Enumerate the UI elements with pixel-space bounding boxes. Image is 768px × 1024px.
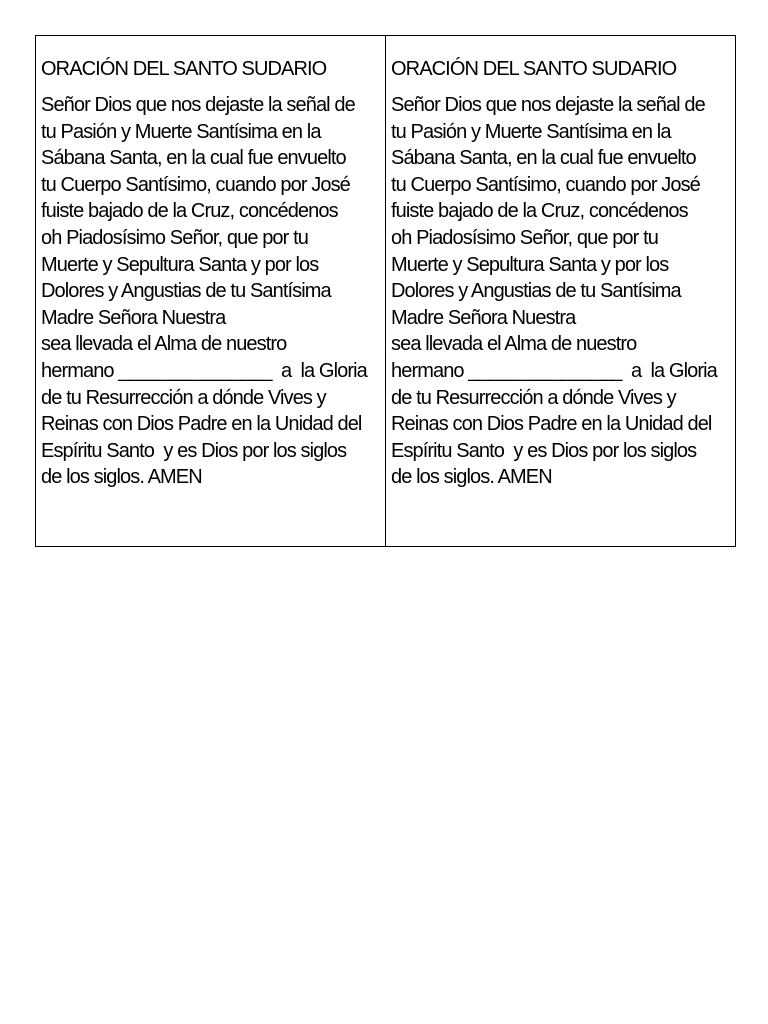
- prayer-line: sea llevada el Alma de nuestro: [41, 333, 287, 356]
- prayer-line-name-blank: hermano _______________ a la Gloria: [41, 359, 367, 382]
- prayer-line: fuiste bajado de la Cruz, concédenos: [41, 200, 338, 223]
- prayer-line: Espíritu Santo y es Dios por los siglos: [391, 439, 697, 462]
- prayer-line: Madre Señora Nuestra: [41, 306, 226, 329]
- prayer-title: ORACIÓN DEL SANTO SUDARIO: [391, 58, 677, 80]
- prayer-line: Dolores y Angustias de tu Santísima: [391, 280, 681, 303]
- prayer-card-left: [36, 36, 385, 546]
- prayer-line: sea llevada el Alma de nuestro: [391, 333, 637, 356]
- prayer-line-amen: de los siglos. AMEN: [391, 466, 552, 489]
- prayer-line: Muerte y Sepultura Santa y por los: [391, 253, 669, 276]
- prayer-line: tu Cuerpo Santísimo, cuando por José: [41, 173, 350, 196]
- prayer-line: Señor Dios que nos dejaste la señal de: [41, 94, 355, 116]
- prayer-line: de tu Resurrección a dónde Vives y: [391, 386, 676, 409]
- prayer-card-right: [385, 36, 735, 546]
- prayer-line: tu Cuerpo Santísimo, cuando por José: [391, 173, 700, 196]
- prayer-line: Sábana Santa, en la cual fue envuelto: [391, 147, 696, 170]
- prayer-body: [41, 92, 381, 491]
- prayer-line: oh Piadosísimo Señor, que por tu: [41, 226, 308, 249]
- prayer-card-table: [35, 35, 736, 547]
- prayer-line: Reinas con Dios Padre en la Unidad del: [391, 413, 712, 436]
- prayer-line: de tu Resurrección a dónde Vives y: [41, 386, 326, 409]
- prayer-body: [391, 92, 731, 491]
- prayer-line-amen: de los siglos. AMEN: [41, 466, 202, 489]
- prayer-line: Sábana Santa, en la cual fue envuelto: [41, 147, 346, 170]
- prayer-line-name-blank: hermano _______________ a la Gloria: [391, 359, 717, 382]
- prayer-line: Muerte y Sepultura Santa y por los: [41, 253, 319, 276]
- prayer-line: tu Pasión y Muerte Santísima en la: [391, 120, 671, 143]
- prayer-title: ORACIÓN DEL SANTO SUDARIO: [41, 58, 327, 80]
- prayer-line: Espíritu Santo y es Dios por los siglos: [41, 439, 347, 462]
- prayer-line: fuiste bajado de la Cruz, concédenos: [391, 200, 688, 223]
- prayer-line: Señor Dios que nos dejaste la señal de: [391, 94, 705, 116]
- prayer-line: Reinas con Dios Padre en la Unidad del: [41, 413, 362, 436]
- prayer-line: tu Pasión y Muerte Santísima en la: [41, 120, 321, 143]
- prayer-line: oh Piadosísimo Señor, que por tu: [391, 226, 658, 249]
- prayer-line: Madre Señora Nuestra: [391, 306, 576, 329]
- prayer-line: Dolores y Angustias de tu Santísima: [41, 280, 331, 303]
